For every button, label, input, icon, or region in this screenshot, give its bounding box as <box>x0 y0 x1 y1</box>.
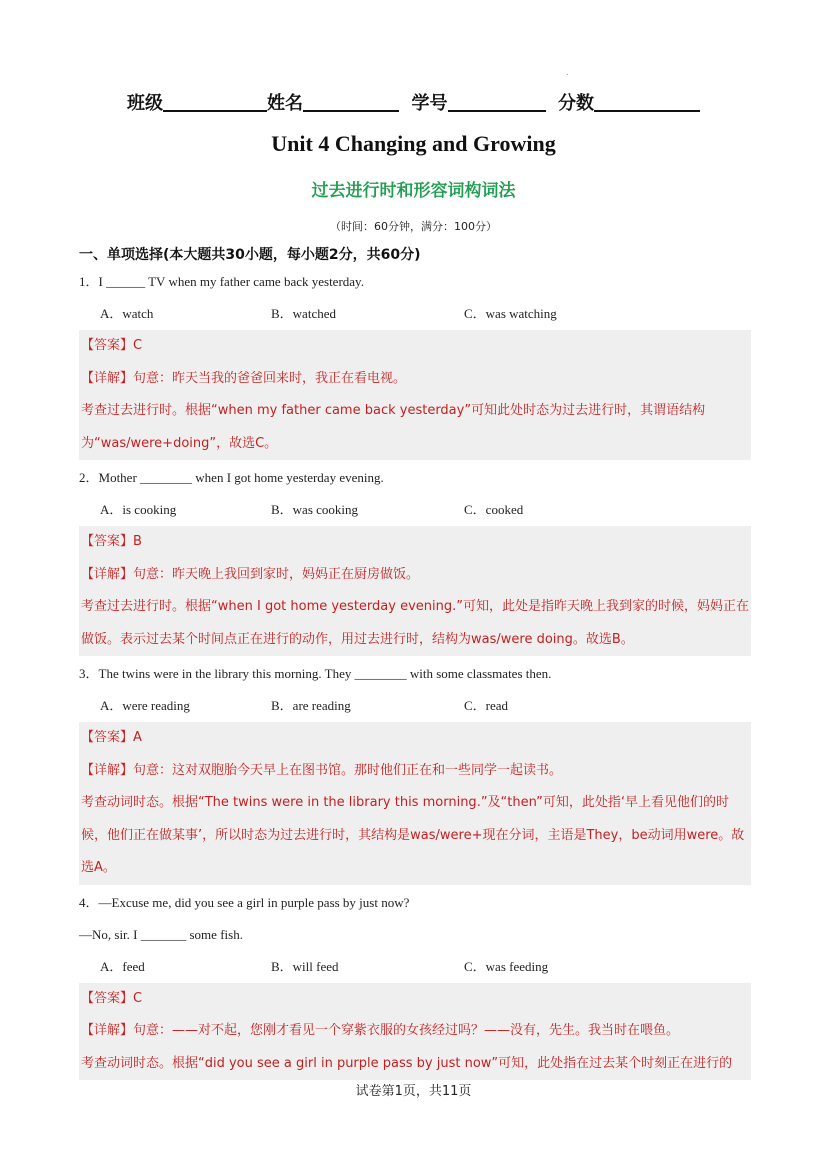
options-row <box>79 298 751 330</box>
question-number: 2． <box>79 470 99 485</box>
page-subtitle: 过去进行时和形容词构词法 <box>311 181 516 201</box>
option-b[interactable]: B．watched <box>271 306 336 321</box>
name-label: 姓名 <box>266 93 303 114</box>
option-c[interactable]: C．was feeding <box>464 958 549 974</box>
answer-label: 【答案】B <box>81 534 142 549</box>
option-a[interactable]: A．feed <box>100 958 145 974</box>
option-a[interactable]: A．were reading <box>100 698 190 713</box>
class-blank[interactable] <box>163 92 267 112</box>
option-c[interactable]: C．read <box>464 698 509 713</box>
student-id-blank[interactable] <box>448 92 546 112</box>
answer-detail: 【详解】句意：——对不起，您刚才看见一个穿紫衣服的女孩经过吗？——没有，先生。我当时在喂鱼。 <box>81 1023 680 1038</box>
question-3 <box>79 658 751 885</box>
question-number: 3． <box>79 666 99 681</box>
option-b[interactable]: B．are reading <box>271 698 351 713</box>
page-title: Unit 4 Changing and Growing <box>271 131 556 156</box>
answer-detail: 【详解】句意：昨天晚上我回到家时，妈妈正在厨房做饭。 <box>81 566 420 582</box>
time-info: （时间：60分钟，满分：100分） <box>330 220 497 233</box>
answer-explanation: 考查动词时态。根据“did you see a girl in purple pass by just now”可知，此处指在过去某个时刻正在进行的 <box>81 1055 733 1071</box>
page-footer: 试卷第1页，共11页 <box>355 1084 472 1099</box>
class-label: 班级 <box>126 93 163 114</box>
answer-explanation: 考查过去进行时。根据“when my father came back yesterday”可知此处时态为过去进行时，其谓语结构为“was/were+doing”，故选C。 <box>81 403 706 451</box>
answer-label: 【答案】A <box>81 730 142 745</box>
option-a[interactable]: A．is cooking <box>100 502 177 517</box>
questions-list <box>79 266 751 1082</box>
question-stem <box>79 462 751 494</box>
option-c[interactable]: C．was watching <box>464 306 557 321</box>
answer-block <box>79 330 751 460</box>
page-dot: . <box>566 68 569 77</box>
score-label: 分数 <box>558 93 595 114</box>
question-stem <box>79 887 751 919</box>
question-1 <box>79 266 751 460</box>
options-row <box>79 690 751 722</box>
answer-block <box>79 526 751 656</box>
question-text: —Excuse me, did you see a girl in purple pass by just now? <box>98 894 410 910</box>
question-text: The twins were in the library this morning. They ________ with some classmates then. <box>98 666 552 681</box>
name-blank[interactable] <box>303 92 399 112</box>
score-blank[interactable] <box>594 92 700 112</box>
answer-explanation: 考查动词时态。根据“The twins were in the library this morning.”及“then”可知，此处指‘早上看见他们的时候，他们正在做某事’，所以时态为过去进行时，其结构是was/were+现在分词，主语是They，be动词用were。故选A。 <box>81 795 745 875</box>
answer-explanation: 考查过去进行时。根据“when I got home yesterday evening.”可知，此处是指昨天晚上我到家的时候，妈妈正在做饭。表示过去某个时间点正在进行的动作，用过去进行时，结构为was/were doing。故选B。 <box>81 599 749 647</box>
answer-block <box>79 722 751 885</box>
option-c[interactable]: C．cooked <box>464 502 524 517</box>
student-id-label: 学号 <box>411 93 448 114</box>
question-stem <box>79 266 751 298</box>
question-number: 4． <box>79 894 99 910</box>
answer-label: 【答案】C <box>81 990 143 1006</box>
question-text: I ______ TV when my father came back yesterday. <box>98 274 364 289</box>
option-b[interactable]: B．will feed <box>271 958 339 974</box>
options-row <box>79 494 751 526</box>
question-2 <box>79 462 751 656</box>
question-text: Mother ________ when I got home yesterday evening. <box>98 470 384 485</box>
answer-label: 【答案】C <box>81 338 143 353</box>
answer-detail: 【详解】句意：这对双胞胎今天早上在图书馆。那时他们正在和一些同学一起读书。 <box>81 762 563 778</box>
question-4 <box>79 887 751 1081</box>
question-number: 1． <box>79 274 99 289</box>
student-info-header <box>0 89 827 115</box>
question-stem-line-2: —No, sir. I _______ some fish. <box>79 926 243 942</box>
answer-detail: 【详解】句意：昨天当我的爸爸回来时，我正在看电视。 <box>81 370 407 386</box>
option-b[interactable]: B．was cooking <box>271 502 359 517</box>
section-title: 一、单项选择(本大题共30小题，每小题2分，共60分) <box>79 247 421 263</box>
question-stem <box>79 658 751 690</box>
answer-block <box>79 983 751 1081</box>
options-row <box>79 951 751 983</box>
option-a[interactable]: A．watch <box>100 306 154 321</box>
